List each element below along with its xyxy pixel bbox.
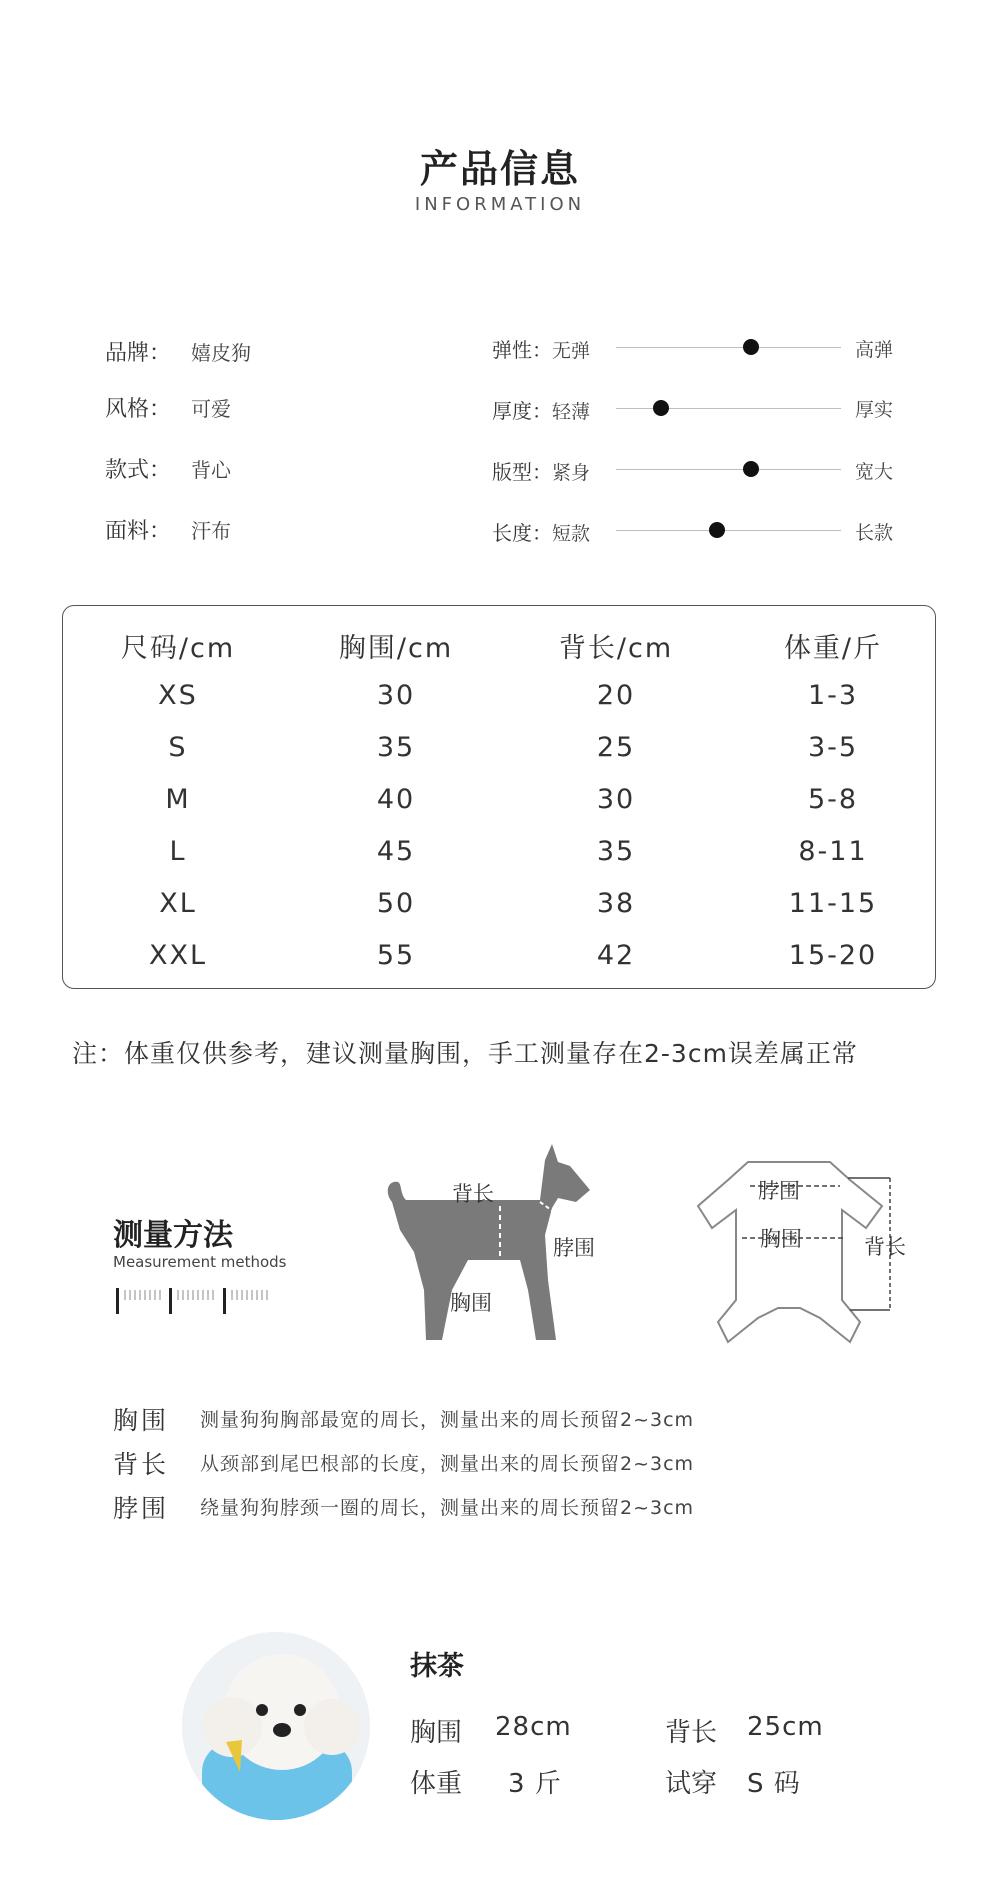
table-cell: S <box>168 732 188 763</box>
table-cell: L <box>169 836 187 867</box>
table-cell: 8-11 <box>798 836 868 867</box>
table-cell: 38 <box>596 888 636 919</box>
info-label: 面料： <box>105 519 172 544</box>
table-cell: 40 <box>376 784 416 815</box>
table-cell: 45 <box>376 836 416 867</box>
model-try-value: S 码 <box>747 1769 801 1799</box>
model-back-value: 25cm <box>747 1712 824 1742</box>
ruler-icon <box>113 1282 283 1318</box>
table-cell: 30 <box>376 680 416 711</box>
def-term-back: 背长 <box>113 1450 170 1479</box>
scale-line <box>616 347 841 348</box>
model-chest-label: 胸围 <box>410 1718 463 1748</box>
attr-right-label: 宽大 <box>855 461 894 483</box>
table-cell: 55 <box>376 940 416 971</box>
model-weight-label: 体重 <box>410 1769 463 1799</box>
table-cell: 42 <box>596 940 636 971</box>
def-text-neck: 绕量狗狗脖颈一圈的周长，测量出来的周长预留2~3cm <box>200 1497 695 1519</box>
table-cell: 35 <box>596 836 636 867</box>
size-table <box>62 605 936 989</box>
dog-label-chest: 胸围 <box>450 1291 492 1315</box>
table-header-cell: 背长/cm <box>558 633 674 664</box>
model-name: 抹茶 <box>410 1651 464 1682</box>
attr-elasticity: 弹性：无弹 <box>492 338 591 362</box>
table-cell: 50 <box>376 888 416 919</box>
garment-label-chest: 胸围 <box>760 1227 802 1251</box>
attr-length: 长度：短款 <box>492 521 591 545</box>
table-header-cell: 胸围/cm <box>338 633 454 664</box>
table-cell: 3-5 <box>807 732 859 763</box>
dog-label-back: 背长 <box>452 1182 494 1206</box>
attr-fit: 版型：紧身 <box>492 460 591 484</box>
scale-line <box>616 530 841 531</box>
garment-label-back: 背长 <box>864 1235 906 1259</box>
table-cell: 20 <box>596 680 636 711</box>
model-dog-photo <box>182 1632 370 1820</box>
table-cell: XXL <box>148 940 208 971</box>
info-label: 风格： <box>105 397 172 422</box>
scale-line <box>616 469 841 470</box>
model-chest-value: 28cm <box>495 1712 572 1742</box>
table-header-cell: 体重/斤 <box>783 633 883 664</box>
info-fabric <box>105 514 231 545</box>
info-style <box>105 392 231 423</box>
scale-line <box>616 408 841 409</box>
def-term-neck: 脖围 <box>113 1494 170 1523</box>
info-value: 背心 <box>191 458 232 482</box>
info-value: 可爱 <box>191 397 232 421</box>
info-value: 嬉皮狗 <box>191 341 252 365</box>
def-term-chest: 胸围 <box>113 1406 170 1435</box>
attr-right-label: 厚实 <box>855 399 894 421</box>
measure-note: 注：体重仅供参考，建议测量胸围，手工测量存在2-3cm误差属正常 <box>72 1039 858 1068</box>
info-value: 汗布 <box>191 519 232 543</box>
measure-subtitle: Measurement methods <box>113 1253 287 1271</box>
table-cell: XL <box>159 888 197 919</box>
info-type <box>105 453 231 484</box>
table-cell: 30 <box>596 784 636 815</box>
page-title: 产品信息 <box>419 147 580 191</box>
page-subtitle: INFORMATION <box>414 194 586 215</box>
garment-label-neck: 脖围 <box>758 1179 800 1203</box>
table-cell: 15-20 <box>788 940 878 971</box>
attr-thickness: 厚度：轻薄 <box>492 399 591 423</box>
table-cell: 11-15 <box>788 888 878 919</box>
table-header-cell: 尺码/cm <box>120 633 236 664</box>
attr-right-label: 高弹 <box>855 339 894 361</box>
scale-marker <box>653 400 669 416</box>
def-text-back: 从颈部到尾巴根部的长度，测量出来的周长预留2~3cm <box>200 1453 695 1475</box>
dog-label-neck: 脖围 <box>553 1236 595 1260</box>
info-label: 品牌： <box>105 341 172 366</box>
scale-marker <box>743 339 759 355</box>
info-label: 款式： <box>105 458 172 483</box>
info-brand <box>105 336 251 367</box>
table-cell: XS <box>158 680 198 711</box>
model-back-label: 背长 <box>665 1718 718 1748</box>
model-weight-value: 3 斤 <box>508 1769 562 1799</box>
scale-marker <box>743 461 759 477</box>
def-text-chest: 测量狗狗胸部最宽的周长，测量出来的周长预留2~3cm <box>200 1409 695 1431</box>
model-try-label: 试穿 <box>665 1769 718 1799</box>
table-cell: 25 <box>596 732 636 763</box>
table-cell: M <box>165 784 191 815</box>
table-cell: 35 <box>376 732 416 763</box>
measure-title: 测量方法 <box>113 1218 233 1253</box>
table-cell: 1-3 <box>807 680 859 711</box>
table-cell: 5-8 <box>807 784 859 815</box>
scale-marker <box>709 522 725 538</box>
attr-right-label: 长款 <box>855 522 894 544</box>
